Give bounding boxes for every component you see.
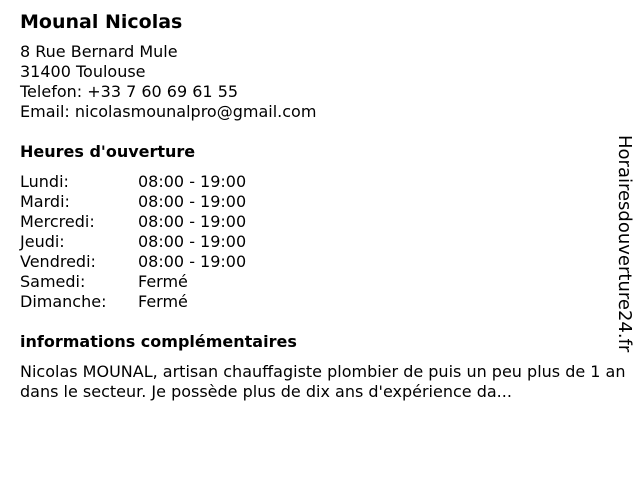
day-label: Jeudi: xyxy=(20,232,65,251)
hours-title: Heures d'ouverture xyxy=(20,142,196,161)
time-value: 08:00 - 19:00 xyxy=(138,192,247,211)
day-label: Mardi: xyxy=(20,192,70,211)
day-label: Vendredi: xyxy=(20,252,96,271)
hours-row xyxy=(20,192,632,212)
hours-row xyxy=(20,272,632,292)
hours-row xyxy=(20,212,632,232)
info-description: Nicolas MOUNAL, artisan chauffagiste plombier de puis un peu plus de 1 an dans le secteur. Je possède plus de dix ans d'expérience da... xyxy=(20,362,626,401)
info-title: informations complémentaires xyxy=(20,332,297,351)
day-label: Mercredi: xyxy=(20,212,95,231)
time-value: 08:00 - 19:00 xyxy=(138,252,247,271)
hours-row xyxy=(20,172,632,192)
hours-row xyxy=(20,252,632,272)
email-address: nicolasmounalpro@gmail.com xyxy=(74,102,317,121)
phone-number: +33 7 60 69 61 55 xyxy=(87,82,239,101)
hours-row xyxy=(20,232,632,252)
hours-row xyxy=(20,292,632,312)
time-value: Fermé xyxy=(138,272,188,291)
time-value: 08:00 - 19:00 xyxy=(138,232,247,251)
email-label: Email: xyxy=(20,102,70,121)
street-address: 8 Rue Bernard Mule xyxy=(20,42,178,61)
business-card xyxy=(20,10,632,402)
time-value: Fermé xyxy=(138,292,188,311)
time-value: 08:00 - 19:00 xyxy=(138,212,247,231)
site-watermark xyxy=(612,135,636,353)
email-line xyxy=(20,102,632,122)
day-label: Lundi: xyxy=(20,172,69,191)
city-address: 31400 Toulouse xyxy=(20,62,146,81)
watermark-text: Horairesdouverture24.fr xyxy=(614,135,635,353)
hours-table xyxy=(20,172,632,312)
day-label: Dimanche: xyxy=(20,292,107,311)
phone-label: Telefon: xyxy=(20,82,83,101)
time-value: 08:00 - 19:00 xyxy=(138,172,247,191)
business-name: Mounal Nicolas xyxy=(20,11,183,33)
day-label: Samedi: xyxy=(20,272,86,291)
phone-line xyxy=(20,82,632,102)
